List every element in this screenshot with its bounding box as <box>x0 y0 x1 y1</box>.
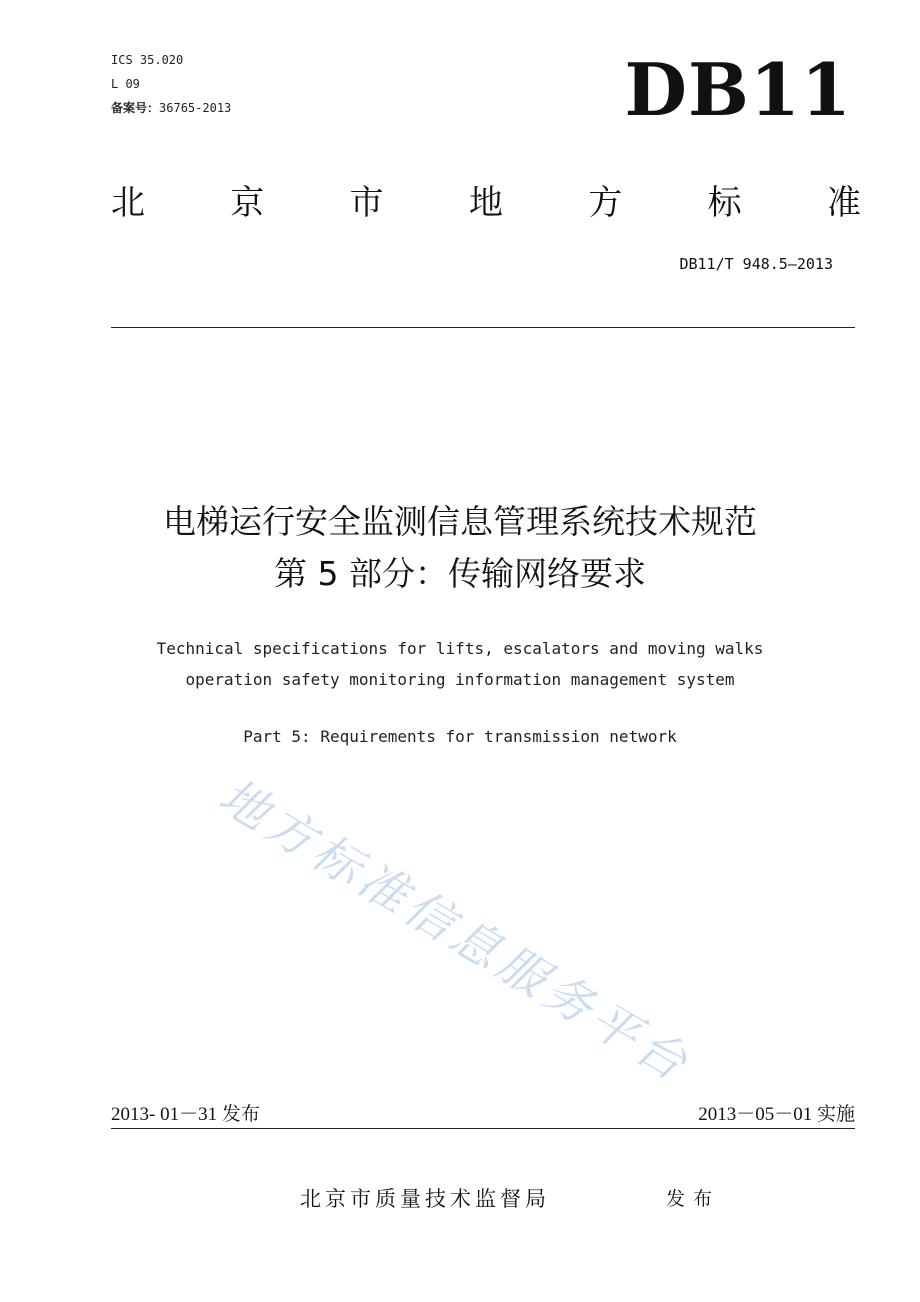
issue-label: 发布 <box>666 1188 721 1210</box>
ics-code: ICS 35.020 <box>111 53 184 67</box>
filing-label: 备案号： <box>111 101 160 115</box>
chinese-title <box>0 496 920 600</box>
publish-date: 2013- 01－31 发布 <box>111 1104 260 1125</box>
classification-block <box>111 48 231 120</box>
chinese-title-line-2: 第 5 部分：传输网络要求 <box>274 554 646 593</box>
top-divider <box>111 327 855 328</box>
date-row <box>111 1102 855 1128</box>
ccs-code: L 09 <box>111 77 140 91</box>
standard-type-char: 市 <box>349 183 384 223</box>
filing-number: 36765-2013 <box>159 101 232 115</box>
standard-type-heading <box>111 178 861 228</box>
issuing-authority: 北京市质量技术监督局 <box>300 1187 550 1211</box>
chinese-title-line-1: 电梯运行安全监测信息管理系统技术规范 <box>163 502 757 541</box>
implement-date: 2013－05－01 实施 <box>698 1104 855 1125</box>
standard-type-char: 标 <box>707 183 742 223</box>
standard-type-char: 北 <box>111 183 145 223</box>
english-part-title: Part 5: Requirements for transmission network <box>243 727 677 746</box>
standard-type-char: 地 <box>468 183 503 223</box>
bottom-divider <box>111 1128 855 1129</box>
standard-code-logo: DB11 <box>624 47 852 132</box>
english-title-line-2: operation safety monitoring information management system <box>185 670 735 689</box>
filing-record <box>111 96 231 120</box>
standard-number: DB11/T 948.5—2013 <box>679 255 833 273</box>
standard-type-char: 京 <box>230 183 265 223</box>
watermark: 地方标准信息服务平台 <box>209 768 701 1095</box>
standard-type-char: 准 <box>826 183 861 223</box>
standard-type-char: 方 <box>588 183 623 223</box>
english-title-line-1: Technical specifications for lifts, escalators and moving walks <box>156 639 764 658</box>
english-title <box>0 633 920 695</box>
